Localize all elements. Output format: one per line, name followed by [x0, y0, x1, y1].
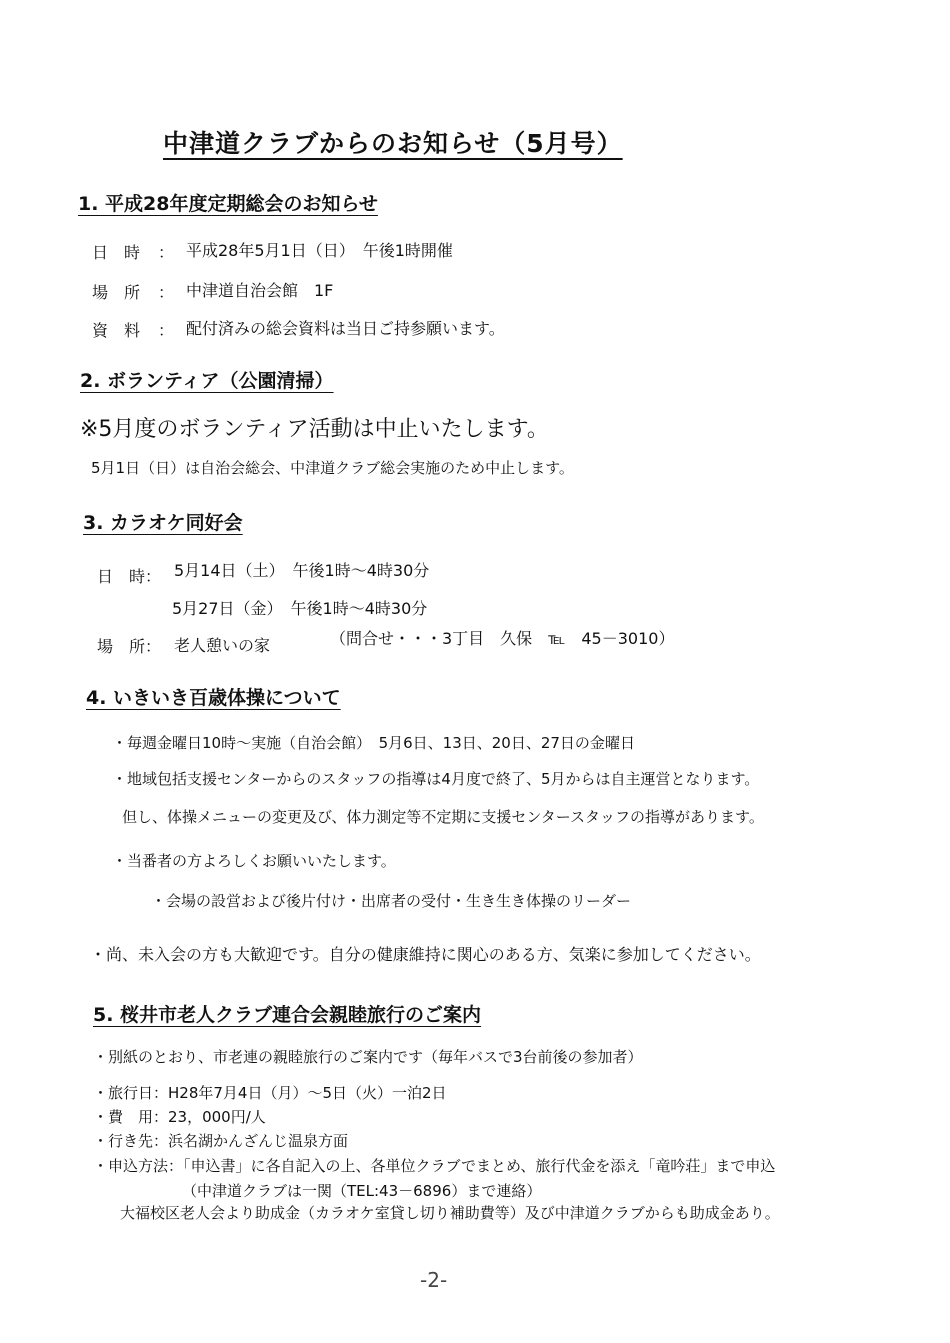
section4-line6: ・尚、未入会の方も大歓迎です。自分の健康維持に関心のある方、気楽に参加してください。 [90, 945, 761, 964]
section5-line1: ・別紙のとおり、市老連の親睦旅行のご案内です（毎年バスで3台前後の参加者） [93, 1048, 643, 1066]
section5-line7: 大福校区老人会より助成金（カラオケ室貸し切り補助費等）及び中津道クラブからも助成金あり。 [120, 1204, 780, 1222]
section2-notice: ※5月度のボランティア活動は中止いたします。 [80, 417, 549, 442]
page-title: 中津道クラブからのお知らせ（5月号） [163, 129, 623, 158]
section1-material-value: 配付済みの総会資料は当日ご持参願います。 [186, 319, 505, 338]
section3-heading: 3. カラオケ同好会 [83, 512, 243, 534]
section3-datetime-1: 5月14日（土） 午後1時～4時30分 [174, 561, 430, 580]
section3-datetime-label: 日 時： [97, 567, 162, 586]
section1-place-value: 中津道自治会館 1F [186, 281, 334, 300]
section2-detail: 5月1日（日）は自治会総会、中津道クラブ総会実施のため中止します。 [91, 459, 574, 477]
section3-place-label: 場 所： [97, 637, 162, 656]
section5-line5: ・申込方法：「申込書」に各自記入の上、各単位クラブでまとめ、旅行代金を添え「竜吟荘」まで申込 [93, 1157, 776, 1175]
section4-line4: ・当番者の方よろしくお願いいたします。 [112, 852, 396, 870]
section1-place-sep: ： [158, 283, 175, 302]
section1-heading: 1. 平成28年度定期総会のお知らせ [78, 193, 378, 215]
section3-place: 老人憩いの家 [174, 636, 271, 655]
section5-line4: ・行き先：浜名湖かんざんじ温泉方面 [93, 1132, 349, 1150]
section1-date-label: 日 時 [92, 243, 141, 262]
page-number: -2- [420, 1268, 448, 1292]
section4-line3: 但し、体操メニューの変更及び、体力測定等不定期に支援センタースタッフの指導があります。 [122, 808, 764, 826]
section4-line2: ・地域包括支援センターからのスタッフの指導は4月度で終了、5月からは自主運営となります。 [112, 770, 760, 788]
section5-heading: 5. 桜井市老人クラブ連合会親睦旅行のご案内 [93, 1004, 482, 1026]
section4-line5: ・会場の設営および後片付け・出席者の受付・生き生き体操のリーダー [151, 892, 632, 910]
section4-heading: 4. いきいき百歳体操について [86, 687, 341, 709]
section5-line2: ・旅行日：H28年7月4日（月）～5日（火）一泊2日 [93, 1084, 447, 1102]
section1-date-sep: ： [158, 243, 175, 262]
section4-line1: ・毎週金曜日10時～実施（自治会館） 5月6日、13日、20日、27日の金曜日 [112, 734, 635, 752]
section1-material-label: 資 料 [92, 321, 141, 340]
section1-place-label: 場 所 [92, 283, 141, 302]
section1-material-sep: ： [158, 321, 175, 340]
section5-line6: （中津道クラブは一関（TEL:43－6896）まで連絡） [182, 1182, 542, 1200]
section5-line3: ・費 用：23，000円/人 [93, 1108, 266, 1126]
section3-datetime-2: 5月27日（金） 午後1時～4時30分 [172, 599, 428, 618]
section2-heading: 2. ボランティア（公園清掃） [80, 370, 334, 392]
section3-contact: （問合せ・・・3丁目 久保 ℡ 45－3010） [330, 629, 675, 648]
section1-date-value: 平成28年5月1日（日） 午後1時開催 [186, 241, 453, 260]
